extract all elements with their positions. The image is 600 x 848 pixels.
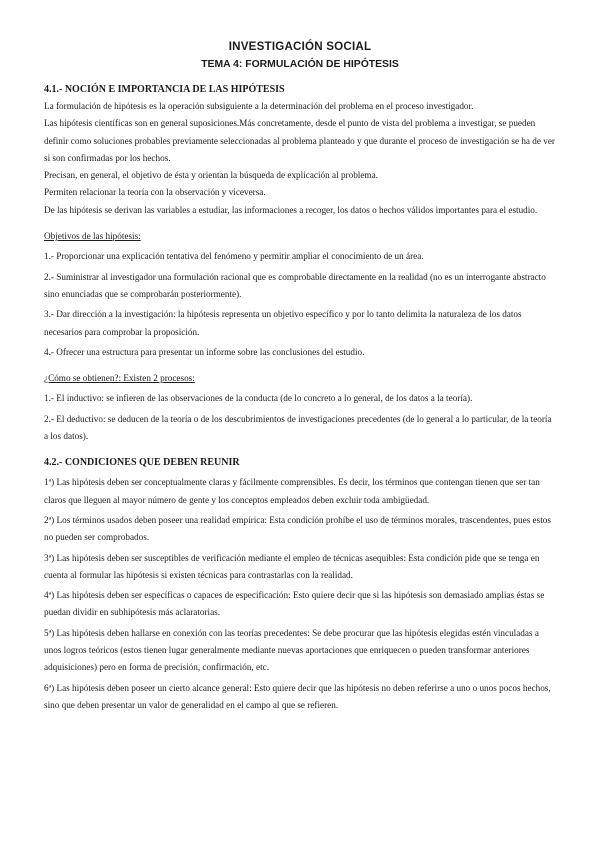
paragraph: Las hipótesis científicas son en general suposiciones.Más concretamente, desde el punto de vista del problema a investigar, se pueden definir como soluciones probables previamente seleccionadas al problema planteado y que durante el proceso de investigación se ha de ver si son confirmadas por los hechos. bbox=[44, 118, 555, 163]
section-heading: 4.2.- CONDICIONES QUE DEBEN REUNIR bbox=[44, 457, 240, 469]
list-item: 2.- Suministrar al investigador una formulación racional que es comprobable directamente en la realidad (no es un interrogante abstracto sino enunciadas que se comprobarán posteriormente). bbox=[44, 271, 546, 299]
section-nocion bbox=[44, 82, 556, 445]
condition-item: 4ª) Las hipótesis deben ser específicas o capaces de especificación: Esto quiere decir que si las hipótesis son demasiado amplias éstas se puedan dividir en subhipótesis más aclaratorias. bbox=[44, 590, 545, 618]
list-item: 4.- Ofrecer una estructura para presentar un informe sobre las conclusiones del estudio. bbox=[44, 346, 365, 357]
processes-heading: ¿Cómo se obtienen?: Existen 2 procesos: bbox=[44, 373, 195, 384]
condition-item: 2ª) Los términos usados deben poseer una realidad empírica: Esta condición prohíbe el uso de términos morales, trascendentes, pues estos no pueden ser comprobados. bbox=[44, 514, 551, 543]
paragraph: La formulación de hipótesis es la operación subsiguiente a la determinación del problema en el proceso investigador. bbox=[44, 101, 474, 111]
document-title: INVESTIGACIÓN SOCIAL bbox=[228, 40, 372, 53]
condition-item: 6ª) Las hipótesis deben poseer un cierto alcance general: Esto quiere decir que las hipótesis no deben referirse a uno o unos pocos hechos, sino que deben presentar un valor de generalidad en el campo al que se refieren. bbox=[44, 682, 551, 710]
list-item: 1.- Proporcionar una explicación tentativa del fenómeno y permitir ampliar el conocimiento de un área. bbox=[44, 251, 424, 262]
list-item: 2.- El deductivo: se deducen de la teoría o de los descubrimientos de investigaciones precedentes (de lo general a lo particular, de la teoría a los datos). bbox=[44, 413, 552, 442]
paragraph: Permiten relacionar la teoría con la observación y viceversa. bbox=[44, 187, 266, 198]
paragraph: Precisan, en general, el objetivo de ésta y orientan la búsqueda de explicación al problema. bbox=[44, 170, 378, 181]
objectives-heading: Objetivos de las hipótesis: bbox=[44, 231, 141, 242]
list-item: 1.- El inductivo: se infieren de las observaciones de la conducta (de lo concreto a lo general, de los datos a la teoría). bbox=[44, 393, 473, 404]
condition-item: 3ª) Las hipótesis deben ser susceptibles de verificación mediante el empleo de técnicas asequibles: Esta condición pide que se tenga en cuenta al formular las hipótesis si existen técnicas para contrastarlas con la realidad. bbox=[44, 552, 540, 580]
section-condiciones bbox=[44, 455, 556, 714]
document-subtitle: TEMA 4: FORMULACIÓN DE HIPÓTESIS bbox=[201, 59, 399, 70]
paragraph: De las hipótesis se derivan las variables a estudiar, las informaciones a recoger, los datos o hechos válidos importantes para el estudio. bbox=[44, 204, 538, 215]
condition-item: 5ª) Las hipótesis deben hallarse en conexión con las teorías precedentes: Se debe procurar que las hipótesis elegidas estén vinculadas a unos logros teóricos (estos tienen lugar generalmente mediante nuevas aportaciones que enriquecen o pueden transformar anteriores adquisiciones) pero en forma de precisión, confirmación, etc. bbox=[44, 627, 539, 673]
section-heading: 4.1.- NOCIÓN E IMPORTANCIA DE LAS HIPÓTESIS bbox=[44, 84, 285, 95]
list-item: 3.- Dar dirección a la investigación: la hipótesis representa un objetivo específico y por lo tanto delimita la naturaleza de los datos necesarios para comprobar la proposición. bbox=[44, 309, 522, 337]
condition-item: 1ª) Las hipótesis deben ser conceptualmente claras y fácilmente comprensibles. Es decir, los términos que contengan tienen que ser tan claros que lleguen al mayor número de gente y los conceptos empleados deben excluir toda ambigüedad. bbox=[44, 477, 540, 505]
